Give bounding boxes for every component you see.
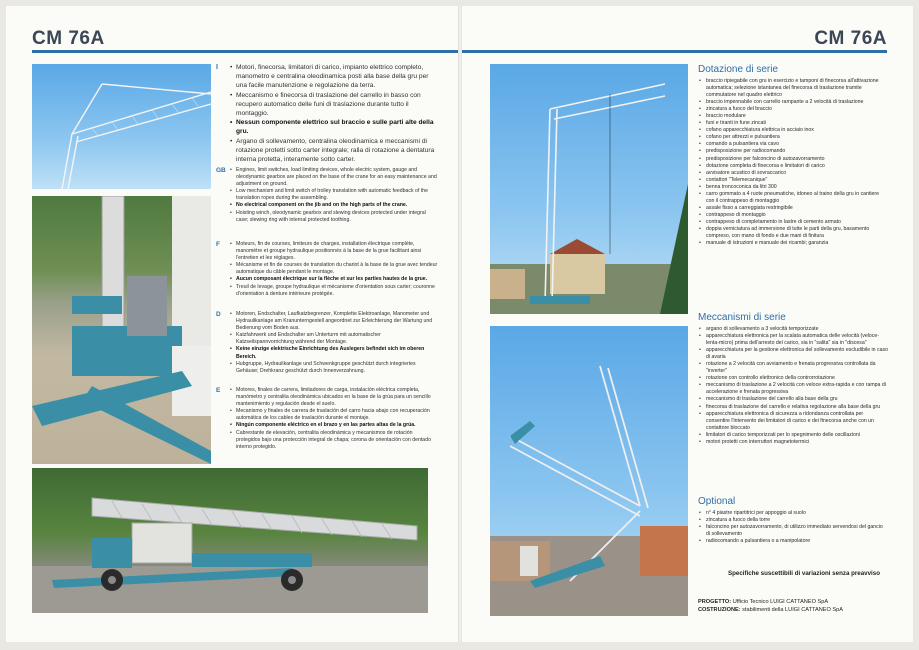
list-item: • Moteurs, fin de courses, limiteurs de charges, installation électrique complète, manomètre et groupe hydraulique positionnés à la base de la grue facilitant ainsi l'entretien et les réglages. bbox=[230, 241, 438, 262]
list-item: • Hoisting winch, oleodynamic gearbox and slewing devices protected under integral case; slewing ring with internal protected toothing. bbox=[230, 210, 438, 224]
lang-code-it: I bbox=[216, 64, 218, 71]
optional-list bbox=[698, 510, 888, 545]
list-item: • Keine einzige elektrische Einrichtung des Auslegers befindet sich im oberen Bereich. bbox=[230, 346, 438, 360]
list-item: • zincatura a fuoco del braccio bbox=[698, 106, 888, 113]
list-item: • manuale di istruzioni e manuale dei ricambi; garanzia bbox=[698, 240, 888, 247]
meccanismi-title: Meccanismi di serie bbox=[698, 312, 786, 323]
list-item: • Aucun composant électrique sur la flèche et sur les parties hautes de la grue. bbox=[230, 276, 438, 283]
list-item: • argano di sollevamento a 3 velocità temporizzate bbox=[698, 326, 888, 333]
optional-title: Optional bbox=[698, 496, 736, 507]
lang-code-es: E bbox=[216, 387, 221, 394]
list-item: • braccio modulare bbox=[698, 113, 888, 120]
list-item: • apparecchiatura elettronica per la scalata automatica delle velocità (veloce-lenta-micro) prima dell'arresto del carico, sia in "salita" sia in "discesa" bbox=[698, 333, 888, 347]
specs-note: Specifiche suscettibili di variazioni senza preavviso bbox=[728, 570, 880, 577]
list-item: • contattori "Telemecanique" bbox=[698, 177, 888, 184]
list-item: • meccanismo di traslazione a 2 velocità con veloce extra-rapida e con rampa di accelerazione e frenata progressiva bbox=[698, 382, 888, 396]
list-item: • Treuil de levage, groupe hydraulique et mécanisme d'orientation sous carter; couronne d'orientation à denture intérieure protégée. bbox=[230, 284, 438, 298]
list-item: • Motores, finales de carrera, limitadores de carga, instalación eléctrica completa, manómetro y centralita oleodinámica ubicados en la base de la grúa para un sencillo mantenimiento y regulación desde el suelo. bbox=[230, 387, 438, 408]
list-item: • rotazione con controllo elettronico della controrrotazione bbox=[698, 375, 888, 382]
photo-crane-folding bbox=[490, 326, 688, 616]
lang-code-de: D bbox=[216, 311, 221, 318]
credit-costruzione bbox=[698, 606, 843, 614]
list-item: • apparecchiatura elettronica di sicurezza a ridondanza controllata per consentire l'intervento dei limitatori di carico e dei finecorsa anche con un contattore bloccato bbox=[698, 411, 888, 432]
right-page bbox=[462, 6, 913, 642]
list-item: • Engines, limit switches, load limiting devices, whole electric system, gauge and oleodynamic gearbox are placed on the base of the crane for an easy maintenance and adjustment on ground. bbox=[230, 167, 438, 188]
list-item: • braccio impennabile con carrello rampante a 2 velocità di traslazione bbox=[698, 99, 888, 106]
dotazione-list bbox=[698, 78, 888, 247]
credit-progetto-value: Ufficio Tecnico LUIGI CATTANEO SpA bbox=[732, 599, 829, 605]
list-item: • limitatori di carico temporizzati per lo spegnimento delle oscillazioni bbox=[698, 432, 888, 439]
list-item: • comando a pulsantiera via cavo bbox=[698, 141, 888, 148]
list-item: • apparecchiatura per la gestione elettronica del sollevamento escludibile in caso di avaria bbox=[698, 347, 888, 361]
list-item: • contrappeso di montaggio bbox=[698, 212, 888, 219]
list-item: • predisposizione per falconcino di autozavorramento bbox=[698, 156, 888, 163]
list-item: • contrappeso di completamento in lastre di cemento armato bbox=[698, 219, 888, 226]
credit-costruzione-label: COSTRUZIONE: bbox=[698, 607, 741, 613]
list-item: • braccio ripiegabile con gru in esercizio e tamponi di finecorsa all'attivazione automatica; selezione istantanea del finecorsa di traslazione tramite commutatore nel quadro elettrico bbox=[698, 78, 888, 99]
list-item: • Ningún componente eléctrico en el brazo y en las partes altas de la grúa. bbox=[230, 422, 438, 429]
list-item: • avvisatore acustico di sovraccarico bbox=[698, 170, 888, 177]
list-item: • falconcino per autozavorramento, di utilizzo immediato servendosi del gancio di sollevamento bbox=[698, 524, 888, 538]
list-item: • assale fisso a carreggiata restringibile bbox=[698, 205, 888, 212]
list-item: • radiocomando a pulsantiera o a manipolatore bbox=[698, 538, 888, 545]
list-item: • No electrical component on the jib and on the high parts of the crane. bbox=[230, 202, 438, 209]
list-item: • Argano di sollevamento, centralina oleodinamica e meccanismi di rotazione protetti sotto carter integrale; ralla di rotazione a dentatura interna protetta, interamente sotto carter. bbox=[230, 137, 438, 165]
list-item: • Low mechanism and limit switch of trolley translation with automatic feedback of the translation ropes during the assembling. bbox=[230, 188, 438, 202]
list-item: • Mécanisme et fin de courses de translation du chariot à la base de la grue avec tendeur automatique du câble pendant le montage. bbox=[230, 262, 438, 276]
list-item: • Meccanismo e finecorsa di traslazione del carrello in basso con recupero automatico delle funi di traslazione durante tutto il montaggio. bbox=[230, 91, 438, 119]
header-rule-right bbox=[462, 50, 887, 53]
credit-costruzione-value: stabilimenti della LUIGI CATTANEO SpA bbox=[742, 607, 843, 613]
list-item: • predisposizione per radiocomando bbox=[698, 148, 888, 155]
lang-code-gb: GB bbox=[216, 167, 226, 174]
list-item: • n° 4 piastre ripartitrici per appoggio al suolo bbox=[698, 510, 888, 517]
meccanismi-list bbox=[698, 326, 888, 446]
list-item: • finecorsa di traslazione del carrello e relativa regolazione alla base della gru bbox=[698, 404, 888, 411]
photo-crane-base bbox=[32, 196, 211, 464]
photo-crane-folded bbox=[32, 468, 428, 613]
list-item: • Cabrestante de elevación, centralita oleodinámica y mecanismos de rotación protegidos bajo una protección integral de chapa; corona de orientación con dentado interno protegido. bbox=[230, 430, 438, 451]
photo-crane-jib bbox=[32, 64, 211, 189]
header-rule-left bbox=[32, 50, 458, 53]
credit-progetto bbox=[698, 598, 843, 606]
credits bbox=[698, 598, 843, 614]
list-item: • meccanismo di traslazione del carrello alla base della gru bbox=[698, 396, 888, 403]
list-item: • funi e tiranti in fune zincati bbox=[698, 120, 888, 127]
text-block-de bbox=[216, 311, 438, 375]
model-title-right: CM 76A bbox=[814, 28, 887, 49]
text-block-es bbox=[216, 387, 438, 451]
text-block-it bbox=[216, 63, 438, 164]
list-item: • Motori, finecorsa, limitatori di carico, impianto elettrico completo, manometro e centralina oleodinamica posti alla base della gru per una facile manutenzione e regolazione da terra. bbox=[230, 63, 438, 91]
dotazione-title: Dotazione di serie bbox=[698, 64, 779, 75]
text-block-fr bbox=[216, 241, 438, 298]
model-title-left: CM 76A bbox=[32, 28, 105, 49]
list-item: • Katzfahrwerk und Endschalter am Unterturm mit automatischer Katzseilspannvorrichtung während der Montage. bbox=[230, 332, 438, 346]
lang-code-fr: F bbox=[216, 241, 220, 248]
list-item: • Mecanismo y finales de carrera de traslación del carro hacia abajo con recuperación automática de los cables de traslación durante el montaje. bbox=[230, 408, 438, 422]
list-item: • rotazione a 2 velocità con avviamento e frenata progressiva controllata da "inverter" bbox=[698, 361, 888, 375]
list-item: • doppia verniciatura ad immersione di tutte le parti della gru, basamento compreso, con mano di fondo e due mani di finitura bbox=[698, 226, 888, 240]
list-item: • Motoren, Endschalter, Laufkatzbegrenzer, Komplette Elektroanlage, Manometer und Hydraulikanlage am Kranunterngestell angeordnet zur Erleichterung der Wartung und Bedienung vom Boden aus. bbox=[230, 311, 438, 332]
photo-crane-erected bbox=[490, 64, 688, 314]
list-item: • dotazione completa di finecorsa e limitatori di carico bbox=[698, 163, 888, 170]
list-item: • cofano per attrezzi e pulsantiera bbox=[698, 134, 888, 141]
list-item: • Hubgruppe, Hydraulikanlage und Schwenkgruppe geschützt durch integriertes Gehäuse; Drehkranz geschützt durch Innenverzahnung. bbox=[230, 361, 438, 375]
list-item: • benna troncoconica da litri 300 bbox=[698, 184, 888, 191]
left-page bbox=[6, 6, 458, 642]
list-item: • motori protetti con interruttori magnetotermici bbox=[698, 439, 888, 446]
text-block-gb bbox=[216, 167, 438, 224]
credit-progetto-label: PROGETTO: bbox=[698, 599, 732, 605]
list-item: • cofano apparecchiatura elettrica in acciaio inox bbox=[698, 127, 888, 134]
list-item: • carro gommato a 4 ruote pneumatiche, idoneo al traino della gru in cantiere con il contrappeso di montaggio bbox=[698, 191, 888, 205]
list-item: • zincatura a fuoco della torre bbox=[698, 517, 888, 524]
list-item: • Nessun componente elettrico sul braccio e sulle parti alte della gru. bbox=[230, 118, 438, 136]
